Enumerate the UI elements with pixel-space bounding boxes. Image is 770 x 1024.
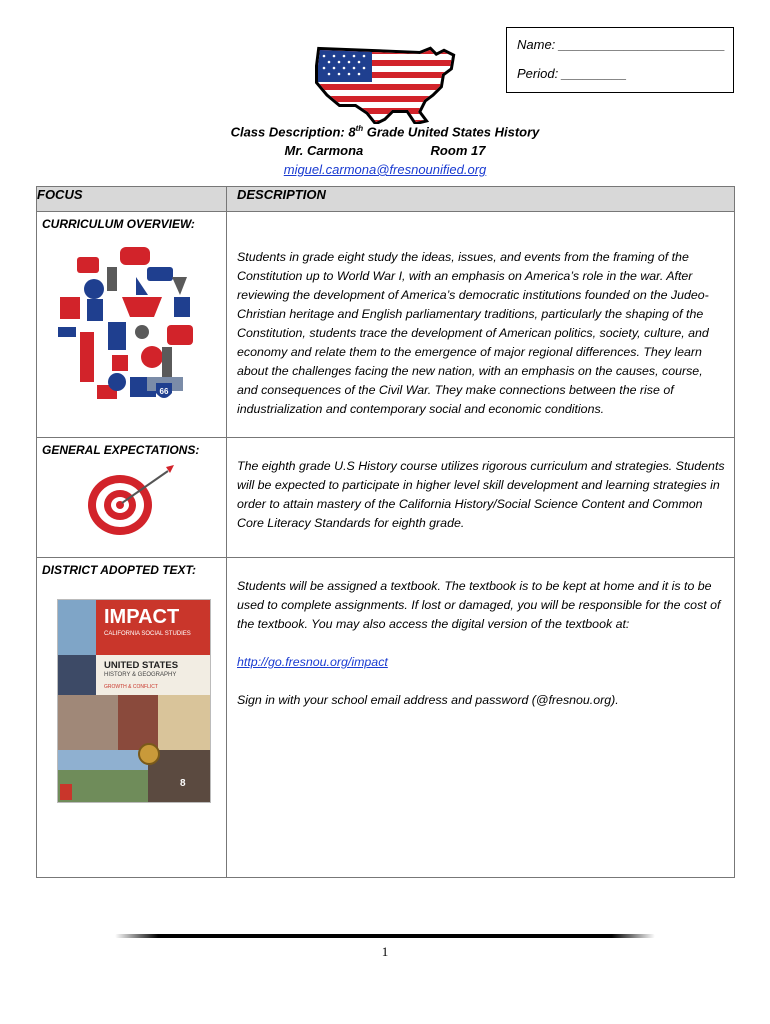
general-expectations-label: GENERAL EXPECTATIONS: bbox=[42, 443, 200, 457]
footer-divider bbox=[115, 934, 655, 938]
district-text-label: DISTRICT ADOPTED TEXT: bbox=[42, 563, 196, 577]
american-history-icons-collage bbox=[52, 237, 202, 407]
teacher-room-line bbox=[0, 143, 770, 158]
focus-column-header: FOCUS bbox=[37, 187, 227, 212]
book-tag: GROWTH & CONFLICT bbox=[104, 684, 158, 690]
period-field-label: Period: _________ bbox=[517, 66, 627, 81]
district-text-paragraph: Students will be assigned a textbook. The textbook is to be kept at home and it is to be used to complete assignments. If lost or damaged, you will be responsible for the cost of the textbook. You may also access the digital version of the textbook at: bbox=[237, 579, 721, 631]
curriculum-overview-label: CURRICULUM OVERVIEW: bbox=[42, 217, 195, 231]
teacher-email-link[interactable]: miguel.carmona@fresnounified.org bbox=[283, 162, 487, 177]
usa-flag-map-icon bbox=[312, 42, 458, 124]
curriculum-overview-description bbox=[227, 212, 735, 438]
district-text-description bbox=[227, 558, 735, 878]
description-column-header: DESCRIPTION bbox=[227, 187, 735, 212]
book-subtitle: CALIFORNIA SOCIAL STUDIES bbox=[104, 631, 191, 637]
curriculum-overview-cell bbox=[37, 212, 227, 438]
general-expectations-text: The eighth grade U.S History course utilizes rigorous curriculum and strategies. Students will be expected to participate in higher level skill development and learning strategies in order to attain mastery of the California History/Social Science Content and Common Core Literacy Standards for eighth grade. bbox=[237, 459, 725, 530]
route-66-badge-text: 66 bbox=[159, 387, 169, 396]
class-title: Class Description: 8th Grade United States History bbox=[230, 124, 540, 140]
curriculum-overview-text: Students in grade eight study the ideas, issues, and events from the framing of the Constitution up to World War I, with an emphasis on America’s role in the war. After reviewing the development of America’s democratic institutions founded on the Judeo-Christian heritage and English parliamentary traditions, particularly the shaping of the Constitution, students trace the development of American politics, society, culture, and economy and relate them to the emergence of major regional differences. They learn about the challenges facing the new nation, with an emphasis on the causes, course, and consequences of the Civil War. They make connections between the rise of industrialization and contemporary social and economic conditions. bbox=[237, 250, 709, 416]
course-table bbox=[36, 186, 735, 878]
impact-textbook-cover bbox=[57, 599, 211, 803]
teacher-name: Mr. Carmona bbox=[284, 143, 364, 158]
district-text-cell bbox=[37, 558, 227, 878]
room-number: Room 17 bbox=[430, 143, 486, 158]
book-us-subtitle: HISTORY & GEOGRAPHY bbox=[104, 672, 177, 678]
book-us-title: UNITED STATES bbox=[104, 660, 179, 671]
book-title: IMPACT bbox=[104, 606, 180, 628]
target-bullseye-icon bbox=[82, 461, 182, 541]
impact-textbook-link[interactable]: http://go.fresnou.org/impact bbox=[237, 655, 388, 669]
book-grade: 8 bbox=[180, 778, 186, 789]
sign-in-instructions: Sign in with your school email address and password (@fresnou.org). bbox=[237, 693, 619, 707]
page-number: 1 bbox=[381, 944, 389, 959]
general-expectations-description bbox=[227, 438, 735, 558]
name-period-box bbox=[506, 27, 734, 93]
general-expectations-cell bbox=[37, 438, 227, 558]
email-line bbox=[0, 162, 770, 177]
name-field-label: Name: _______________________ bbox=[517, 37, 726, 52]
